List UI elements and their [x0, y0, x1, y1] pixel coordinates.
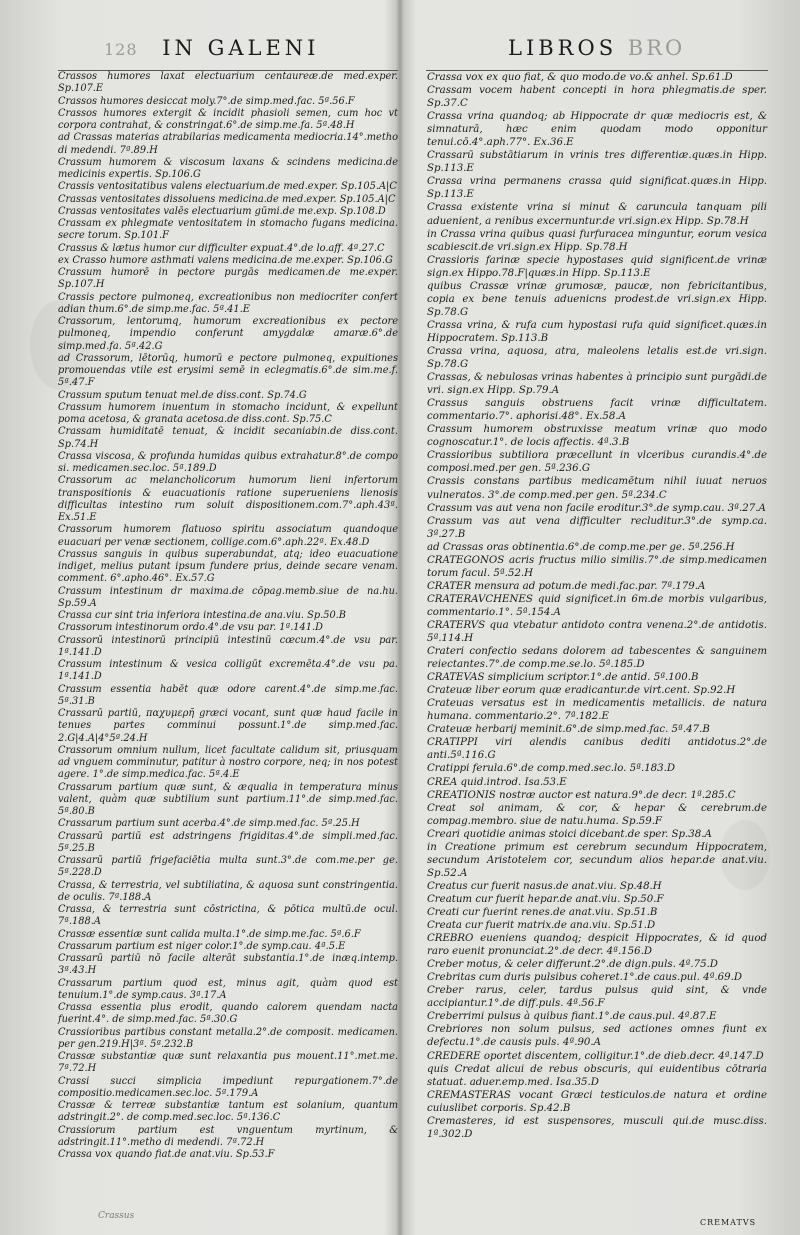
index-entry: Crassi succi simplicia impediunt repurgationem.7°.de compositio.medicamen.sec.loc. 5ª.179.A	[58, 1075, 398, 1099]
index-entry: Crebritas cum duris pulsibus coheret.1°.de caus.pul. 4ª.69.D	[427, 972, 743, 984]
index-entry: Crassorum humorem flatuoso spiritu associatum quandoque euacuari per venæ sectionem, collige.com.6°.aph.22ª. Ex.48.D	[58, 524, 398, 548]
index-entry: Crassus sanguis obstruens facit vrinæ difficultatem. commentario.7°. aphorisi.48°. Ex.58.A	[427, 398, 767, 423]
index-entry: Crassum vas aut vena difficulter recluditur.3°.de symp.ca. 3ª.27.B	[427, 515, 767, 540]
index-entry: Crassis ventositatibus valens electuarium.de med.exper. Sp.105.A|C	[58, 181, 397, 193]
index-entry: Creber motus, & celer differunt.2°.de dign.puls. 4ª.75.D	[427, 959, 718, 971]
running-head-left-title: IN GALENI	[162, 36, 320, 60]
index-entry: Crassarū partiū frigefaciētia multa sunt.3°.de com.me.per ge. 5ª.228.D	[58, 855, 398, 879]
index-entry: Crassa vrina, aquosa, atra, maleolens letalis est.de vri.sign. Sp.78.G	[427, 345, 767, 371]
index-entry: Crassarum partium quod est, minus agit, quàm quod est tenuium.1°.de symp.caus. 3ª.17.A	[58, 977, 398, 1001]
index-entry: Crassum humorem inuentum in stomacho incidunt, & expellunt poma acetosa, & granata acetosa.de diss.cont. Sp.75.C	[58, 401, 398, 425]
index-entry: Crateri confectio sedans dolorem ad tabescentes & sanguinem reiectantes.7°.de comp.me.se.lo. 5ª.185.D	[427, 646, 767, 671]
index-entry: CRATEGONOS acris fructus milio similis.7°.de simp.medicamen torum facul. 5ª.52.H	[427, 554, 767, 579]
index-entry: CRATEVAS simplicium scriptor.1°.de antid. 5ª.100.B	[427, 672, 699, 684]
index-entry: CREDERE oportet discentem, colligitur.1°.de dieb.decr. 4ª.147.D	[427, 1050, 764, 1062]
index-entry: Crassarum partium sunt acerba.4°.de simp.med.fac. 5ª.25.H	[58, 818, 360, 830]
index-entry: Crassarū partiū nō facile alterāt substantia.1°.de inæq.intemp. 3ª.43.H	[58, 953, 398, 977]
index-entry: Crassas ventositates dissoluens medicina.de med.exper. Sp.105.A|C	[58, 193, 396, 205]
index-entry: CREMASTERAS vocant Græci testiculos.de natura et ordine cuiuslibet corporis. Sp.42.B	[427, 1089, 767, 1114]
index-entry: Crateuæ herbarij meminit.6°.de simp.med.fac. 5ª.47.B	[427, 724, 710, 736]
margin-note: Crassus	[98, 1211, 135, 1221]
index-entry: Crassum essentia habēt quæ odore carent.4°.de simp.me.fac. 5ª.31.B	[58, 683, 398, 707]
index-entry: Crassæ essentiæ sunt calida multa.1°.de simp.me.fac. 5ª.6.F	[58, 928, 361, 940]
index-entry: Crassa vox ex quo fiat, & quo modo.de vo.& anhel. Sp.61.D	[427, 72, 733, 83]
index-entry: Creati cur fuerint renes.de anat.viu. Sp.51.B	[427, 907, 658, 918]
index-entry: Crassarū partiū est adstringens frigiditas.4°.de simpli.med.fac. 5ª.25.B	[58, 830, 398, 854]
index-entry: Crassiorum partium est vnguentum myrtinum, & adstringit.11°.metho di medendi. 7ª.72.H	[58, 1124, 398, 1148]
index-entry: ex Crasso humore asthmati valens medicina.de me.exper. Sp.106.G	[58, 254, 393, 266]
index-entry: CREATIONIS nostræ auctor est natura.9°.de decr. 1ª.285.C	[427, 789, 736, 801]
index-entry: Crassarum partium est niger color.1°.de symp.cau. 4ª.5.E	[58, 940, 346, 952]
index-entry: ad Crassas materias atrabilarias medicamenta mediocria.14°.metho di medendi. 7ª.89.H	[58, 132, 398, 156]
index-entry: Cratippi ferula.6°.de comp.med.sec.lo. 5ª.183.D	[427, 763, 676, 775]
running-head-right-title: LIBROS	[508, 36, 618, 60]
page-number: 128	[104, 40, 138, 59]
index-entry: Crassorum, lentorumq, humorum excreationibus ex pectore pulmoneq, impendio conferunt amygdalæ amaræ.6°.de simp.med.fa. 5ª.42.G	[58, 316, 398, 352]
index-entry: Crassum intestinum dr maxima.de cōpag.memb.siue de na.hu. Sp.59.A	[58, 585, 398, 609]
index-entry: Crassarū partiū, παχυμερῆ græci vocant, sunt quæ haud facile in tenues partes comminui possunt.1°.de simp.med.fac. 2.G|4.A|4°5ª.24.H	[58, 708, 398, 744]
index-entry: CRATERVS qua vtebatur antidoto contra venena.2°.de antidotis. 5ª.114.H	[427, 619, 767, 645]
index-entry: ad Crassorum, lētorūq, humorū e pectore pulmoneq, expuitiones promouendas vtile est erysimi semē in eclegmatis.6°.de sim.me.f. 5ª.47.F	[58, 352, 398, 389]
index-entry: Crassarū substātiarum in vrinis tres differentiæ.quæs.in Hipp. Sp.113.E	[427, 150, 767, 175]
index-entry: Creata cur fuerit matrix.de ana.viu. Sp.51.D	[427, 920, 656, 932]
index-entry: Crateuas versatus est in medicamentis metallicis. de natura humana. commentario.2°. 7ª.182.E	[427, 698, 767, 723]
index-entry: Crassioribus partibus constant metalla.2°.de composit. medicamen. per gen.219.H|3ª. 5ª.232.B	[58, 1026, 398, 1050]
index-entry: Crassum humorem obstruxisse meatum vrinæ quo modo cognoscatur.1°. de locis affectis. 4ª.3.B	[427, 424, 767, 449]
index-entry: Crassus & lætus humor cur difficulter expuat.4°.de lo.aff. 4ª.27.C	[58, 242, 385, 254]
index-entry: Crassorū intestinorū principiū intestinū cœcum.4°.de vsu par. 1ª.141.D	[58, 634, 398, 658]
index-entry: CREA quid.introd. Isa.53.E	[427, 776, 567, 788]
index-entry: Crassa, & terrestria sunt cōstrictina, & pōtica multū.de ocul. 7ª.188.A	[58, 904, 398, 928]
index-entry: Crassas ventositates valēs electuarium gūmi.de me.exp. Sp.108.D	[58, 205, 386, 217]
index-entry: Crassos humores laxat electuarium centaureæ.de med.exper. Sp.107.E	[58, 71, 398, 95]
index-entry: Crassam vocem habent concepti in hora phlegmatis.de sper. Sp.37.C	[427, 85, 767, 110]
index-entry: Crassæ & terreæ substantiæ tantum est solanium, quantum adstringit.2°. de comp.med.sec.loc. 5ª.136.C	[58, 1100, 398, 1124]
index-entry: Crebriores non solum pulsus, sed actiones omnes fiunt ex defectu.1°.de causis puls. 4ª.90.A	[427, 1024, 767, 1049]
index-entry: CRATIPPI viri alendis canibus dediti antidotus.2°.de anti.5ª.116.G	[427, 737, 767, 762]
index-entry: in Crassa vrina quibus quasi furfuracea minguntur, eorum vesica scabiescit.de vri.sign.ex Hipp. Sp.78.H	[427, 228, 767, 253]
running-head-left	[104, 36, 319, 66]
index-entry: Crassum intestinum & vesica colligūt excremēta.4°.de vsu pa. 1ª.141.D	[58, 659, 398, 683]
running-head-ghost: BRO	[627, 36, 686, 60]
index-entry: Crassa cur sint tria inferiora intestina.de ana.viu. Sp.50.B	[58, 610, 346, 621]
index-entry: Creatum cur fuerit hepar.de anat.viu. Sp.50.F	[427, 893, 664, 905]
index-entry: Crassos humores extergit & incidit phasioli semen, cum hoc vt corpora contrahat, & constringat.6°.de simp.me.fa. 5ª.48.H	[58, 107, 398, 131]
index-entry: in Creatione primum est cerebrum secundum Hippocratem, secundum Aristotelem cor, secundum alios hepar.de anat.viu. Sp.52.A	[427, 841, 767, 879]
catchword: CREMATVS	[700, 1218, 757, 1227]
index-entry: Crassum humorē in pectore purgās medicamen.de me.exper. Sp.107.H	[58, 267, 398, 291]
index-entry: Crassa vrina, & rufa cum hypostasi rufa quid significet.quæs.in Hippocratem. Sp.113.B	[427, 319, 767, 344]
index-entry: Crassioris farinæ specie hypostases quid significent.de vrinæ sign.ex Hippo.78.F|quæs.in Hipp. Sp.113.E	[427, 254, 767, 279]
index-entry: Crassam ex phlegmate ventositatem in stomacho fugans medicina. secre torum. Sp.101.F	[58, 218, 398, 242]
index-entry: Crassorum intestinorum ordo.4°.de vsu par. 1ª.141.D	[58, 622, 323, 634]
index-entry: Crassum humorem & viscosum laxans & scindens medicina.de medicinis expertis. Sp.106.G	[58, 156, 398, 180]
index-entry: Crassæ substantiæ quæ sunt relaxantia pus mouent.11°.met.me. 7ª.72.H	[58, 1051, 398, 1075]
index-entry: quis Credat alicui de rebus obscuris, qui euidentibus cōtraria statuat. aduer.emp.med. Isa.35.D	[427, 1063, 767, 1088]
index-column-left	[58, 71, 398, 1161]
index-entry: Crassa existente vrina si minut & caruncula tanquam pili aduenient, a renibus excernuntur.de vri.sign.ex Hipp. Sp.78.H	[427, 202, 767, 227]
index-entry: Crassum vas aut vena non facile eroditur.3°.de symp.cau. 3ª.27.A	[427, 502, 766, 514]
index-entry: CRATERAVCHENES quid significet.in 6m.de morbis vulgaribus, commentario.1°. 5ª.154.A	[427, 593, 767, 618]
index-entry: Crassorum ac melancholicorum humorum lieni infertorum transpositionis & euacuationis ratione superueniens lienosis difficultas intestino rum soluit dispositionem.com.7°.aph.43ª. Ex.51.E	[58, 475, 398, 523]
index-entry: Crassam humiditatē tenuat, & incidit secaniabin.de diss.cont. Sp.74.H	[58, 426, 398, 450]
index-entry: Crassioribus subtiliora præcellunt in vlceribus curandis.4°.de composi.med.per gen. 5ª.236.G	[427, 450, 767, 475]
index-entry: Creari quotidie animas stoici dicebant.de sper. Sp.38.A	[427, 828, 712, 840]
index-entry: Crassa, & terrestria, vel subtiliatina, & aquosa sunt constringentia. de oculis. 7ª.188.A	[58, 879, 398, 903]
index-entry: Creatus cur fuerit nasus.de anat.viu. Sp.48.H	[427, 880, 662, 892]
index-entry: Crassa essentia plus erodit, quando calorem quendam nacta fuerint.4°. de simp.med.fac. 5ª.30.G	[58, 1002, 398, 1026]
index-entry: Crassus sanguis in quibus superabundat, atq; ideo euacuatione indiget, melius putant ipsum fundere prius, deinde secare venam. comment. 6°.apho.46°. Ex.57.G	[58, 548, 398, 585]
index-entry: Crassarum partium quæ sunt, & æqualia in temperatura minus valent, quàm quæ subtilium sunt partium.11°.de simp.med.fac. 5ª.80.B	[58, 781, 398, 817]
index-entry: Crassa vrina quandoq; ab Hippocrate dr quæ mediocris est, & simnaturā, hæc enim quodam modo opponitur tenui.cō.4°.aph.77°. Ex.36.E	[427, 111, 767, 149]
index-column-right	[427, 71, 767, 1141]
index-entry: Crassa vrina permanens crassa quid significat.quæs.in Hipp. Sp.113.E	[427, 176, 767, 201]
index-entry: Creber rarus, celer, tardus pulsus quid sint, & vnde accipiantur.1°.de diff.puls. 4ª.56.F	[427, 985, 767, 1010]
index-entry: Crassorum omnium nullum, licet facultate calidum sit, priusquam ad vnguem comminutur, patitur à nostro corpore, neq; in nos potest agere. 1°.de simp.medica.fac. 5ª.4.E	[58, 744, 398, 781]
index-entry: Cremasteres, id est suspensores, musculi qui.de musc.diss. 1ª.302.D	[427, 1115, 767, 1140]
index-entry: Crassa viscosa, & profunda humidas quibus extrahatur.8°.de compo si. medicamen.sec.loc. 5ª.189.D	[58, 450, 398, 474]
index-entry: CRATER mensura ad potum.de medi.fac.par. 7ª.179.A	[427, 580, 706, 592]
index-entry: ad Crassas oras obtinentia.6°.de comp.me.per ge. 5ª.256.H	[427, 541, 735, 553]
index-entry: Crassis constans partibus medicamētum nihil iuuat neruos vulneratos. 3°.de comp.med.per gen. 5ª.234.C	[427, 476, 767, 501]
running-head-right	[508, 36, 685, 66]
index-entry: Crassa vox quando fiat.de anat.viu. Sp.53.F	[58, 1149, 275, 1160]
index-entry: Crassos humores desiccat moly.7°.de simp.med.fac. 5ª.56.F	[58, 95, 355, 107]
index-entry: Creat sol animam, & cor, & hepar & cerebrum.de compag.membro. siue de natu.huma. Sp.59.F	[427, 802, 767, 827]
index-entry: quibus Crassæ vrinæ grumosæ, paucæ, non febricitantibus, copia ex bene tenuis aduenicns prodest.de vri.sign.ex Hipp. Sp.78.G	[427, 280, 767, 318]
index-entry: CREBRO eueniens quandoq; despicit Hippocrates, & id quod raro euenit pronunciat.2°.de decr. 4ª.156.D	[427, 933, 767, 958]
index-entry: Crassas, & nebulosas vrinas habentes à principio sunt purgādi.de vri. sign.ex Hipp. Sp.79.A	[427, 372, 767, 397]
index-entry: Crateuæ liber eorum quæ eradicantur.de virt.cent. Sp.92.H	[427, 685, 736, 697]
index-entry: Crassis pectore pulmoneq, excreationibus non mediocriter confert adian thum.6°.de simp.me.fac. 5ª.41.E	[58, 291, 398, 315]
index-entry: Crassum sputum tenuat mel.de diss.cont. Sp.74.G	[58, 389, 307, 401]
index-entry: Creberrimi pulsus à quibus fiant.1°.de caus.pul. 4ª.87.E	[427, 1011, 717, 1023]
